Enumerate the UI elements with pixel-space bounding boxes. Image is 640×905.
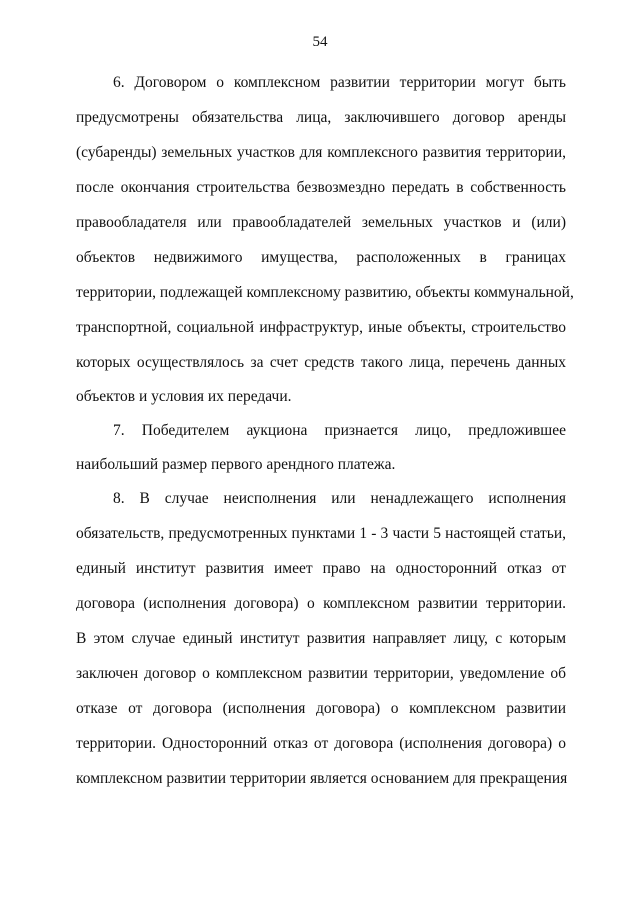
paragraph-line: 7. Победителем аукциона признается лицо, предложившее <box>113 422 566 439</box>
paragraph-line: комплексном развитии территории является основанием для прекращения <box>76 770 568 787</box>
paragraph-line: территории. Односторонний отказ от договора (исполнения договора) о <box>76 735 566 752</box>
paragraph-line: В этом случае единый институт развития направляет лицу, с которым <box>76 630 566 647</box>
paragraph-line: единый институт развития имеет право на односторонний отказ от <box>76 560 566 577</box>
paragraph-line: обязательств, предусмотренных пунктами 1 - 3 части 5 настоящей статьи, <box>76 525 566 542</box>
paragraph-line: предусмотрены обязательства лица, заключившего договор аренды <box>76 109 566 126</box>
paragraph-line: наибольший размер первого арендного платежа. <box>76 456 396 473</box>
paragraph-line: (субаренды) земельных участков для комплексного развития территории, <box>76 144 566 161</box>
paragraph-line: правообладателя или правообладателей земельных участков и (или) <box>76 214 566 231</box>
paragraph-line: договора (исполнения договора) о комплексном развитии территории. <box>76 595 566 612</box>
paragraph-line: транспортной, социальной инфраструктур, иные объекты, строительство <box>76 319 566 336</box>
paragraph-line: заключен договор о комплексном развитии территории, уведомление об <box>76 665 566 682</box>
paragraph-line: отказе от договора (исполнения договора) о комплексном развитии <box>76 700 566 717</box>
paragraph-line: 6. Договором о комплексном развитии территории могут быть <box>113 74 566 91</box>
paragraph-line: после окончания строительства безвозмездно передать в собственность <box>76 179 566 196</box>
paragraph-line: которых осуществлялось за счет средств такого лица, перечень данных <box>76 354 566 371</box>
paragraph-line: объектов недвижимого имущества, расположенных в границах <box>76 249 566 266</box>
paragraph-line: территории, подлежащей комплексному развитию, объекты коммунальной, <box>76 284 574 301</box>
paragraph-line: 8. В случае неисполнения или ненадлежащего исполнения <box>113 490 566 507</box>
paragraph-line: объектов и условия их передачи. <box>76 388 292 405</box>
page-number: 54 <box>312 34 328 50</box>
